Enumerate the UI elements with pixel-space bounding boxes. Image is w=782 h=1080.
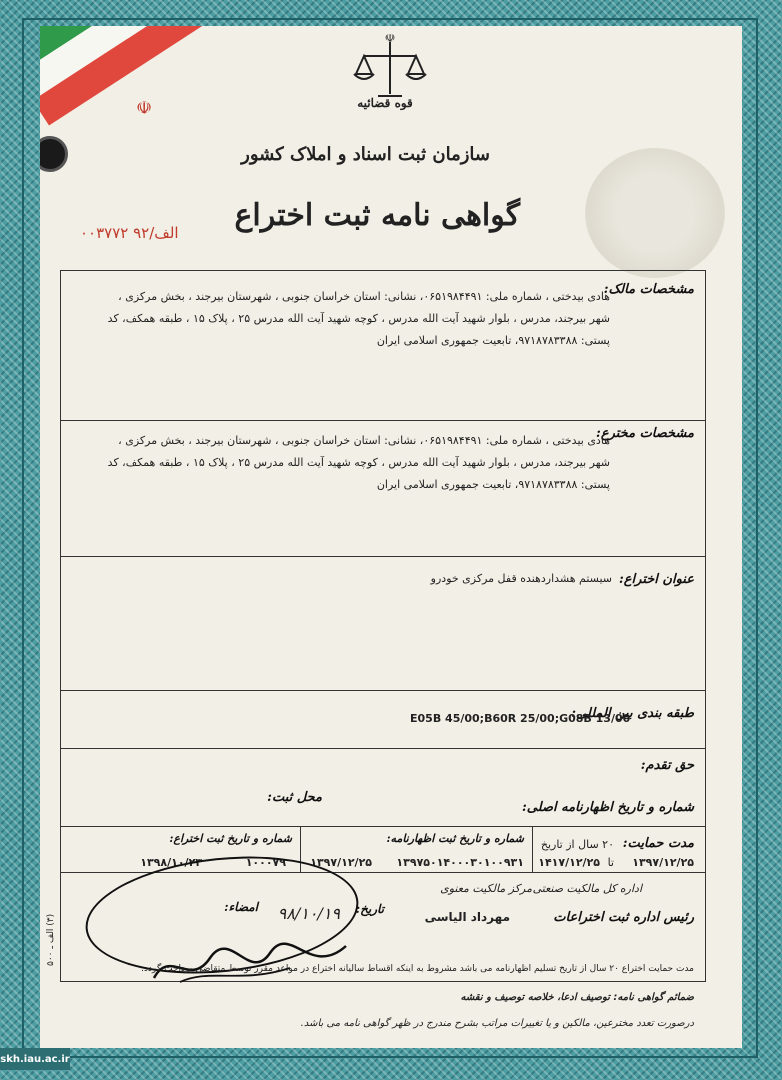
- declaration-label: شماره و تاریخ ثبت اظهارنامه:: [386, 832, 524, 845]
- protection-from: ۱۳۹۷/۱۲/۲۵: [632, 856, 694, 869]
- center-name: مرکز مالکیت معنوی: [440, 882, 532, 895]
- office-name: اداره کل مالکیت صنعتی: [532, 882, 642, 895]
- divider-owner: [60, 420, 706, 421]
- declaration-date: ۱۳۹۷/۱۲/۲۵: [310, 856, 372, 869]
- signatory-name: مهرداد الیاسی: [424, 910, 510, 924]
- signatory-role: رئیس اداره ثبت اختراعات: [553, 910, 694, 925]
- inventor-text: هادی بیدختی ، شماره ملی: ۰۶۵۱۹۸۴۴۹۱، نشانی: استان خراسان جنوبی ، شهرستان بیرجند ، بخش مرکزی ، شهر بیرجند، مدرس ، بلوار شهید آیت الله مدرس ، کوچه شهید آیت الله مدرس ۲۵ ، پلاک ۱۵ ، طبقه همکف، کد پستی: ۹۷۱۸۷۸۳۳۸۸، تابعیت جمهوری اسلامی ایران: [107, 434, 610, 491]
- embossed-seal-icon: [585, 148, 725, 278]
- footer-note-protection: مدت حمایت اختراع ۲۰ سال از تاریخ تسلیم اظهارنامه می باشد مشروط به اینکه اقساط سالیانه اختراع در مواعد مقرر توسط متقاضی پرداخت گردد.: [141, 964, 694, 974]
- declaration-number: ۱۳۹۷۵۰۱۴۰۰۰۳۰۱۰۰۹۳۱: [396, 856, 524, 869]
- watermark-label: skh.iau.ac.ir: [0, 1048, 70, 1070]
- divider-class: [60, 748, 706, 749]
- registration-number: ۱۰۰۰۷۹: [245, 856, 286, 869]
- classification-code: E05B 45/00;B60R 25/00;G08B 13/00: [410, 712, 631, 725]
- protection-years: ۲۰ سال از تاریخ: [540, 838, 614, 851]
- handwritten-date: ۹۸/۱۰/۱۹: [277, 904, 340, 923]
- flag-emblem-icon: ☫: [136, 98, 153, 119]
- priority-label: حق تقدم:: [640, 758, 694, 773]
- classification-label: طبقه بندی بین المللی:: [571, 706, 694, 721]
- footer-note-attachments: ضمائم گواهی نامه: توصیف ادعا، خلاصه توصیف و نقشه: [460, 992, 694, 1003]
- invention-title: سیستم هشداردهنده قفل مرکزی خودرو: [430, 572, 612, 585]
- col-divider-2: [532, 826, 533, 872]
- serial-number: الف/۹۲ ۰۰۳۷۷۲: [80, 224, 179, 242]
- form-code: (۳) الف ـ ۵۰۰: [46, 913, 56, 966]
- registration-label: شماره و تاریخ ثبت اختراع:: [169, 832, 292, 845]
- divider-original: [60, 826, 706, 827]
- judiciary-label: قوه قضائیه: [357, 96, 413, 110]
- signature-label: امضاء:: [224, 900, 258, 914]
- certificate-paper: [40, 26, 742, 1048]
- divider-invention: [60, 690, 706, 691]
- inventor-label: مشخصات مخترع:: [596, 426, 694, 441]
- organization-name: سازمان ثبت اسناد و املاک کشور: [241, 144, 490, 165]
- invention-title-label: عنوان اختراع:: [619, 572, 694, 587]
- date-label: تاریخ:: [355, 902, 384, 916]
- owner-text: هادی بیدختی ، شماره ملی: ۰۶۵۱۹۸۴۴۹۱، نشانی: استان خراسان جنوبی ، شهرستان بیرجند ، بخش مرکزی ، شهر بیرجند، مدرس ، بلوار شهید آیت الله مدرس ، کوچه شهید آیت الله مدرس ۲۵ ، پلاک ۱۵ ، طبقه همکف، کد پستی: ۹۷۱۸۷۸۳۳۸۸، تابعیت جمهوری اسلامی ایران: [107, 290, 610, 347]
- certificate-title: گواهی نامه ثبت اختراع: [234, 198, 520, 233]
- signature-scribble-icon: [150, 938, 350, 988]
- protection-label: مدت حمایت:: [622, 836, 694, 851]
- registration-place-label: محل ثبت:: [267, 790, 322, 805]
- original-declaration-label: شماره و تاریخ اظهارنامه اصلی:: [522, 800, 694, 815]
- divider-inventor: [60, 556, 706, 557]
- footer-note-inventors: درصورت تعدد مخترعین، مالکین و یا تغییرات مراتب بشرح مندرج در ظهر گواهی نامه می باشد.: [300, 1018, 694, 1029]
- registration-date: ۱۳۹۸/۱۰/۲۳: [140, 856, 202, 869]
- owner-label: مشخصات مالک:: [603, 282, 694, 297]
- protection-to: ۱۴۱۷/۱۲/۲۵: [538, 856, 600, 869]
- scales-of-justice-icon: [350, 34, 430, 104]
- protection-to-label: تا: [607, 856, 614, 869]
- svg-text:☫: ☫: [384, 34, 396, 45]
